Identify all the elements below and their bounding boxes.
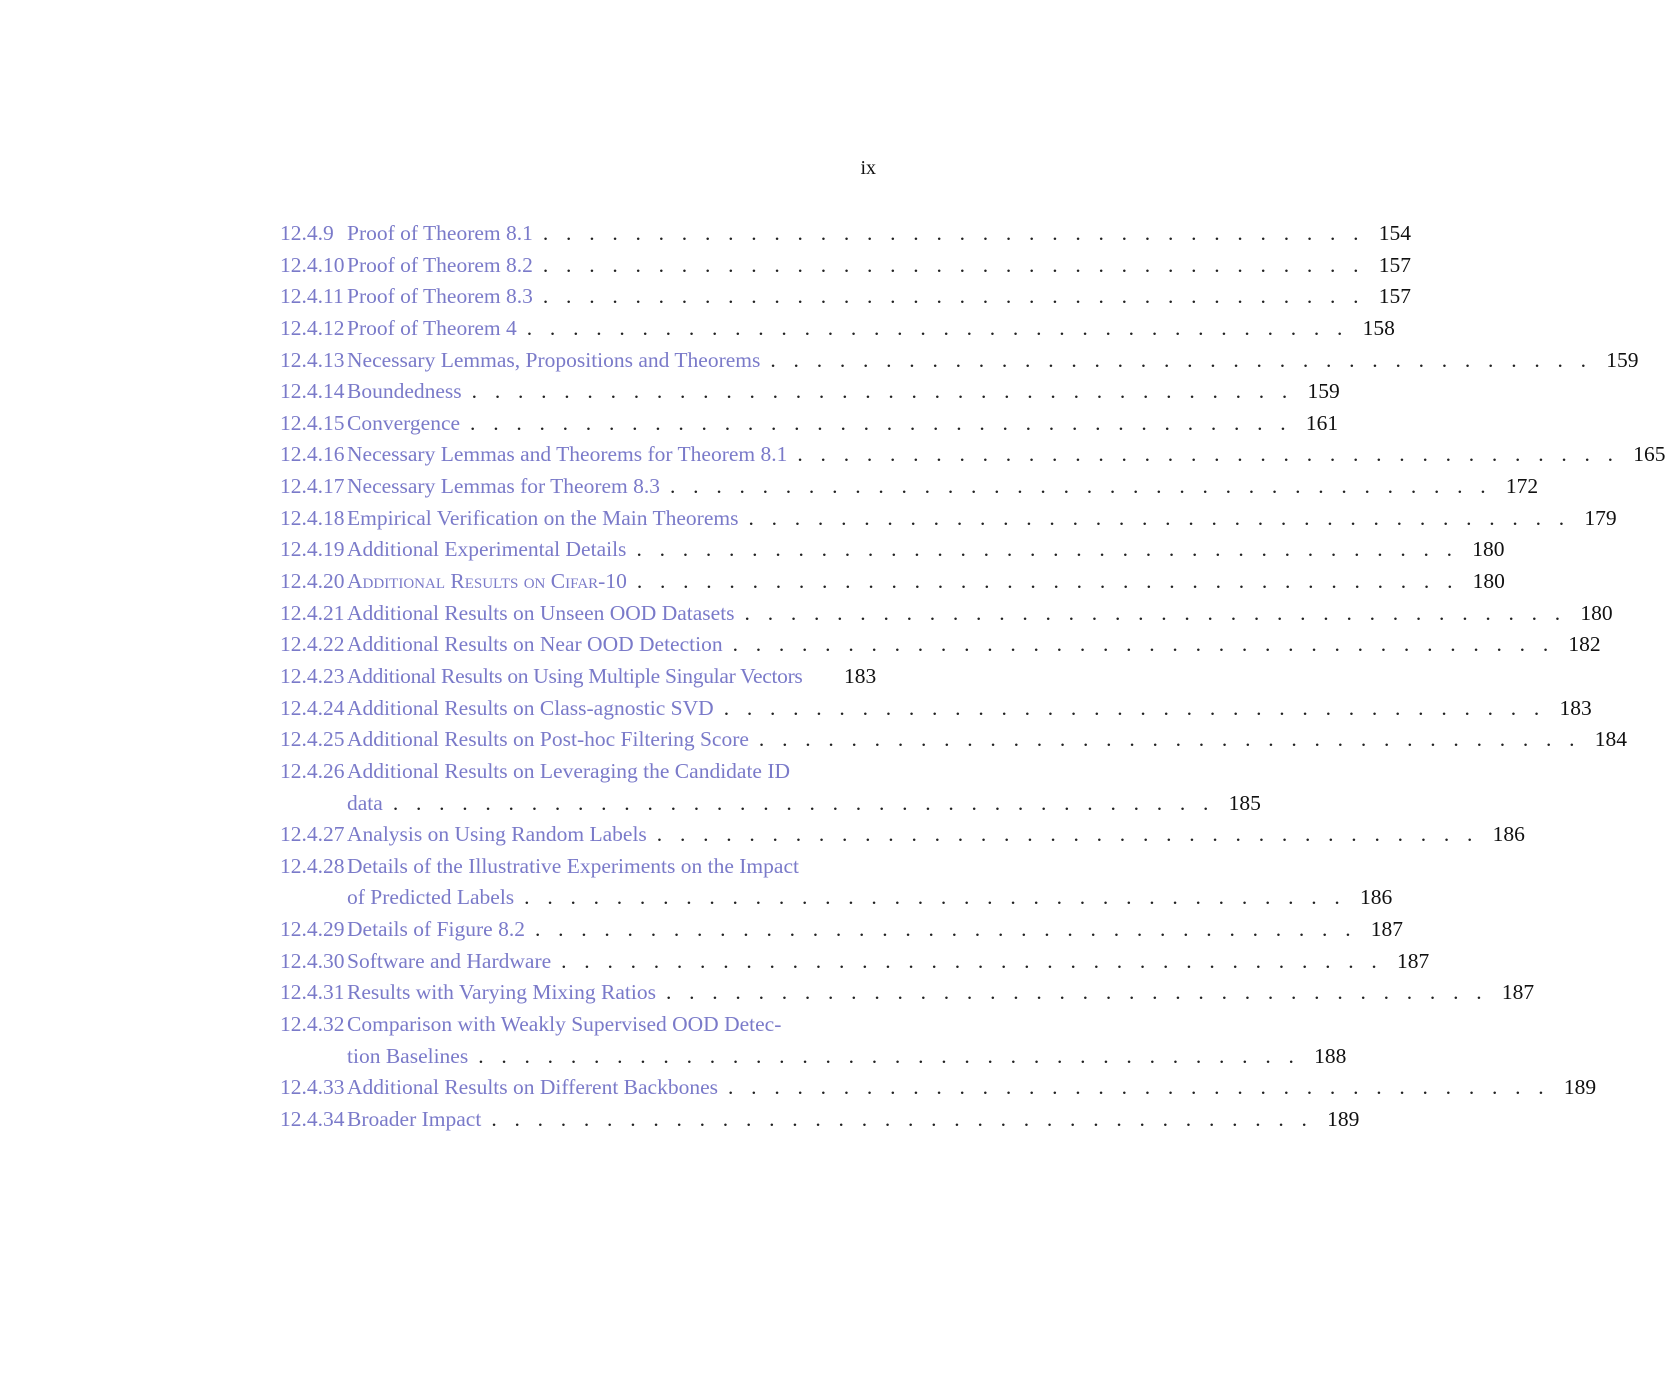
toc-entry-number[interactable]: 12.4.19 xyxy=(280,537,345,562)
toc-entry[interactable] xyxy=(280,1104,1360,1136)
toc-entry-page[interactable]: 189 xyxy=(1327,1106,1360,1131)
toc-leader-dots: . . . . . . . . . . . . . . . . . . . . . . . . . . . . . . . . . . . . xyxy=(542,284,1365,309)
toc-entry-page[interactable]: 158 xyxy=(1362,315,1395,340)
toc-entry-page[interactable]: 187 xyxy=(1370,917,1404,942)
toc-entry-title[interactable]: Convergence xyxy=(347,410,461,435)
toc-entry-page[interactable]: 161 xyxy=(1305,410,1339,435)
toc-entry-number[interactable]: 12.4.32 xyxy=(280,1012,345,1037)
toc-entry-title[interactable]: Necessary Lemmas and Theorems for Theorem 8.1 xyxy=(347,442,788,467)
toc-leader-dots: . . . . . . . . . . . . . . . . . . . . . . . . . . . . . . . . . . . . xyxy=(561,948,1383,973)
toc-entry[interactable] xyxy=(280,534,1505,566)
toc-entry-title-continued[interactable]: data xyxy=(347,790,383,815)
toc-entry-title[interactable]: Comparison with Weakly Supervised OOD Detec- xyxy=(347,1012,782,1037)
page-number: ix xyxy=(860,157,876,179)
toc-entry[interactable] xyxy=(280,439,1665,471)
toc-entry-title[interactable]: Additional Results on Using Multiple Singular Vectors xyxy=(347,663,803,688)
toc-entry[interactable] xyxy=(280,281,1411,313)
toc-entry-page[interactable]: 187 xyxy=(1396,948,1430,973)
toc-entry[interactable] xyxy=(280,598,1613,630)
toc-entry-title[interactable]: Necessary Lemmas, Propositions and Theorems xyxy=(347,347,761,372)
toc-entry-title[interactable]: Details of the Illustrative Experiments on the Impact xyxy=(347,853,799,878)
toc-entry-page[interactable]: 165 xyxy=(1633,442,1665,467)
toc-entry[interactable] xyxy=(280,946,1430,978)
toc-entry-page[interactable]: 187 xyxy=(1501,980,1535,1005)
toc-entry[interactable] xyxy=(280,1072,1597,1104)
toc-entry-title[interactable]: Additional Results on Leveraging the Candidate ID xyxy=(347,758,791,783)
toc-leader-dots: . . . . . . . . . . . . . . . . . . . . . . . . . . . . . . . . . . . . xyxy=(636,537,1459,562)
toc-entry-title[interactable]: Additional Results on Class-agnostic SVD xyxy=(347,695,714,720)
toc-leader-dots: . . . . . . . . . . . . . . . . . . . . . . . . . . . . . . . . . . . . xyxy=(534,917,1357,942)
toc-entry-number[interactable]: 12.4.12 xyxy=(280,315,345,340)
toc-leader-dots: . . . . . . . . . . . . . . . . . . . . . . . . . . . . . . . . . . . . xyxy=(636,569,1459,594)
toc-entry-page[interactable]: 180 xyxy=(1472,537,1505,562)
toc-leader-dots: . . . . . . . . . . . . . . . . . . . . . . . . . . . . . . . . . . . . xyxy=(470,410,1292,435)
toc-leader-dots: . . . . . . . . . . . . . . . . . . . . . . . . . . . . . . . . . . . . xyxy=(491,1106,1314,1131)
toc-leader-dots: . . . . . . . . . . . . . . . . . . . . . . . . . . . . . . . . . . . . xyxy=(723,695,1546,720)
toc-entry-number[interactable]: 12.4.18 xyxy=(280,505,345,530)
toc-entry-number[interactable]: 12.4.29 xyxy=(280,917,345,942)
toc-entry-title[interactable]: Proof of Theorem 8.1 xyxy=(347,221,533,245)
toc-entry-number[interactable]: 12.4.26 xyxy=(280,758,345,783)
toc-entry[interactable] xyxy=(280,693,1592,725)
toc-entry[interactable] xyxy=(280,724,1627,756)
toc-entry-title-continued[interactable]: of Predicted Labels xyxy=(347,885,515,910)
toc-entry-number[interactable]: 12.4.33 xyxy=(280,1075,345,1100)
toc-entry-page[interactable]: 159 xyxy=(1307,379,1340,404)
toc-entry-number[interactable]: 12.4.11 xyxy=(280,284,344,309)
toc-entry-page[interactable]: 184 xyxy=(1594,727,1627,752)
toc-leader-dots: . . . . . . . . . . . . . . . . . . . . . . . . . . . . . . . . . . . . xyxy=(526,315,1349,340)
toc-entry-number[interactable]: 12.4.15 xyxy=(280,410,345,435)
toc-entry-number[interactable]: 12.4.10 xyxy=(280,252,345,277)
toc-entry-number[interactable]: 12.4.14 xyxy=(280,379,345,404)
toc-entry[interactable] xyxy=(280,629,1601,661)
toc-entry-title[interactable]: Proof of Theorem 4 xyxy=(347,315,517,340)
toc-entry-number[interactable]: 12.4.20 xyxy=(280,569,345,594)
toc-entry[interactable] xyxy=(280,503,1617,535)
toc-entry-number[interactable]: 12.4.16 xyxy=(280,442,345,467)
toc-entry[interactable] xyxy=(280,1009,1347,1072)
toc-entry-title[interactable]: Necessary Lemmas for Theorem 8.3 xyxy=(347,474,661,499)
toc-entry-page[interactable]: 182 xyxy=(1568,632,1601,657)
toc-entry-page[interactable]: 185 xyxy=(1228,790,1261,815)
toc-entry[interactable] xyxy=(280,851,1393,914)
toc-entry-number[interactable]: 12.4.27 xyxy=(280,822,345,847)
toc-entry-title[interactable]: Software and Hardware xyxy=(347,948,552,973)
toc-entry-page[interactable]: 186 xyxy=(1360,885,1393,910)
toc-entry-number[interactable]: 12.4.17 xyxy=(280,474,345,499)
toc-entry-title[interactable]: Additional Experimental Details xyxy=(347,537,627,562)
toc-entry[interactable] xyxy=(280,756,1261,819)
toc-entry-page[interactable]: 157 xyxy=(1378,252,1411,277)
toc-entry[interactable] xyxy=(280,819,1525,851)
toc-leader-dots: . . . . . . . . . . . . . . . . . . . . . . . . . . . . . . . . . . . . xyxy=(542,221,1365,245)
toc-entry-number[interactable]: 12.4.34 xyxy=(280,1106,345,1131)
toc-entry[interactable] xyxy=(280,566,1505,598)
toc-entry[interactable] xyxy=(280,313,1395,345)
toc-leader-dots: . . . . . . . . . . . . . . . . . . . . . . . . . . . . . . . . . . . . xyxy=(471,379,1294,404)
toc-entry[interactable] xyxy=(280,408,1339,440)
toc-entry[interactable] xyxy=(280,218,1411,250)
toc-entry-title-continued[interactable]: tion Baselines xyxy=(347,1043,469,1068)
toc-entry-number[interactable]: 12.4.23 xyxy=(280,663,345,688)
toc-entry[interactable] xyxy=(280,376,1340,408)
toc-entry-title[interactable]: Proof of Theorem 8.2 xyxy=(347,252,533,277)
toc-entry-title[interactable]: Boundedness xyxy=(347,379,462,404)
toc-leader-dots: . . . . . . . . . . . . . . . . . . . . . . . . . . . . . . . . . . . . xyxy=(478,1043,1301,1068)
toc-entry-title[interactable]: Details of Figure 8.2 xyxy=(347,917,525,942)
toc-entry-title[interactable]: Results with Varying Mixing Ratios xyxy=(347,980,656,1005)
toc-entry-title[interactable]: Additional Results on Different Backbones xyxy=(347,1075,719,1100)
toc-entry-title[interactable]: Proof of Theorem 8.3 xyxy=(347,284,533,309)
toc-entry-page[interactable]: 180 xyxy=(1472,569,1505,594)
toc-entry-page[interactable]: 183 xyxy=(844,663,877,688)
toc-entry-page[interactable]: 179 xyxy=(1584,505,1617,530)
toc-entry-page[interactable]: 159 xyxy=(1606,347,1639,372)
toc-leader-dots: . . . . . . . . . . . . . . . . . . . . . . . . . . . . . . . . . . . . xyxy=(656,822,1479,847)
toc-leader-dots: . . . . . . . . . . . . . . . . . . . . . . . . . . . . . . . . . . . . xyxy=(744,600,1567,625)
toc-entry-number[interactable]: 12.4.22 xyxy=(280,632,345,657)
toc-entry-title[interactable]: Additional Results on Near OOD Detection xyxy=(347,632,723,657)
toc-entry-number[interactable]: 12.4.30 xyxy=(280,948,345,973)
toc-entry-page[interactable]: 154 xyxy=(1378,221,1411,245)
toc-entry-title[interactable]: Additional Results on Cifar-10 xyxy=(347,569,627,594)
toc-entry-number[interactable]: 12.4.21 xyxy=(280,600,345,625)
toc-leader-dots: . . . . . . . . . . . . . . . . . . . . . . . . . . . . . . . . . . . . xyxy=(748,505,1571,530)
toc-entry-title[interactable]: Analysis on Using Random Labels xyxy=(347,822,647,847)
toc-entry-page[interactable]: 172 xyxy=(1505,474,1539,499)
toc-entry-title[interactable]: Empirical Verification on the Main Theorems xyxy=(347,505,739,530)
toc-entry-number[interactable]: 12.4.28 xyxy=(280,853,345,878)
toc-entry-title[interactable]: Broader Impact xyxy=(347,1106,482,1131)
toc-leader-dots: . . . . . . . . . . . . . . . . . . . . . . . . . . . . . . . . . . . . xyxy=(670,474,1492,499)
toc-entry[interactable] xyxy=(280,250,1411,282)
toc-entry-page[interactable]: 189 xyxy=(1563,1075,1597,1100)
toc-entry-page[interactable]: 157 xyxy=(1378,284,1411,309)
toc-entry-page[interactable]: 180 xyxy=(1580,600,1613,625)
toc-entry-number[interactable]: 12.4.31 xyxy=(280,980,345,1005)
toc-entry-number[interactable]: 12.4.25 xyxy=(280,727,345,752)
toc-entry-page[interactable]: 186 xyxy=(1492,822,1525,847)
toc-leader-dots: . . . . . . . . . . . . . . . . . . . . . . . . . . . . . . . . . . . . xyxy=(770,347,1593,372)
toc-leader-dots: . . . . . . . . . . . . . . . . . . . . . . . . . . . . . . . . . . . . xyxy=(665,980,1488,1005)
toc-leader-dots: . . . . . . . . . . . . . . . . . . . . . . . . . . . . . . . . . . . . xyxy=(542,252,1365,277)
toc-leader-dots: . . . . . . . . . . . . . . . . . . . . . . . . . . . . . . . . . . . . xyxy=(797,442,1620,467)
toc-leader-dots: . . . . . . . . . . . . . . . . . . . . . . . . . . . . . . . . . . . . xyxy=(732,632,1555,657)
toc-leader-dots: . . . . . . . . . . . . . . . . . . . . . . . . . . . . . . . . . . . . xyxy=(392,790,1215,815)
toc-entry[interactable] xyxy=(280,977,1535,1009)
toc-entry[interactable] xyxy=(280,471,1539,503)
toc-entry-number[interactable]: 12.4.9 xyxy=(280,221,334,245)
toc-entry-page[interactable]: 183 xyxy=(1559,695,1592,720)
toc-entry-number[interactable]: 12.4.13 xyxy=(280,347,345,372)
toc-entry-number[interactable]: 12.4.24 xyxy=(280,695,345,720)
toc-entry[interactable] xyxy=(280,914,1404,946)
table-of-contents xyxy=(280,218,1665,1136)
toc-entry-title[interactable]: Additional Results on Post-hoc Filtering Score xyxy=(347,727,749,752)
toc-entry[interactable] xyxy=(280,661,876,693)
toc-leader-dots: . . . . . . . . . . . . . . . . . . . . . . . . . . . . . . . . . . . . xyxy=(524,885,1346,910)
toc-entry-page[interactable]: 188 xyxy=(1314,1043,1347,1068)
toc-entry[interactable] xyxy=(280,345,1639,377)
toc-entry-title[interactable]: Additional Results on Unseen OOD Datasets xyxy=(347,600,735,625)
toc-leader-dots: . . . . . . . . . . . . . . . . . . . . . . . . . . . . . . . . . . . . xyxy=(758,727,1581,752)
toc-leader-dots: . . . . . . . . . . . . . . . . . . . . . . . . . . . . . . . . . . . . xyxy=(728,1075,1550,1100)
